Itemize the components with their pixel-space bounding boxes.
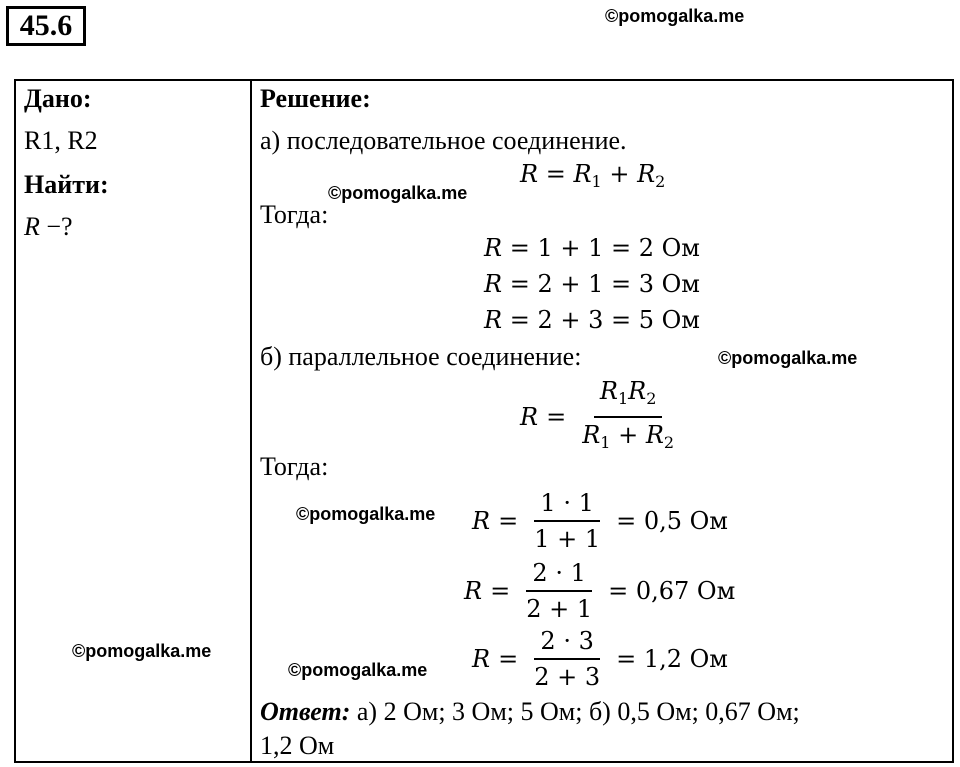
fraction-denominator <box>576 418 680 458</box>
fraction-denominator: 2 + 1 <box>526 595 593 623</box>
answer-label: Ответ: <box>260 697 351 726</box>
fraction-denominator: 2 + 3 <box>534 663 601 691</box>
formula-var: R <box>573 160 592 188</box>
then-label: Тогда: <box>260 200 329 229</box>
fraction <box>576 376 680 458</box>
watermark: ©pomogalka.me <box>328 183 468 203</box>
formula-var: R <box>582 421 601 449</box>
watermark: ©pomogalka.me <box>718 348 858 368</box>
answer <box>260 697 800 727</box>
given-heading: Дано: <box>24 84 92 113</box>
formula-eq: = <box>538 160 574 188</box>
part-a-label: а) последовательное соединение. <box>260 126 627 155</box>
calc-result: = 0,67 Ом <box>608 577 736 605</box>
formula-sub: 1 <box>591 172 602 191</box>
watermark: ©pomogalka.me <box>296 504 436 524</box>
then-label: Тогда: <box>260 452 329 481</box>
fraction <box>520 558 598 624</box>
find-rest: −? <box>39 212 73 241</box>
watermark: ©pomogalka.me <box>288 660 428 680</box>
find-var: R <box>24 212 40 241</box>
formula-var: R <box>628 377 647 405</box>
formula-op: + <box>601 160 638 188</box>
column-divider <box>250 79 252 763</box>
solution-heading: Решение: <box>260 84 371 113</box>
calc-var: R <box>472 507 491 535</box>
formula-sub: 2 <box>663 433 675 452</box>
series-calc <box>484 306 700 334</box>
find-heading: Найти: <box>24 170 109 199</box>
formula-sub: 2 <box>646 389 657 408</box>
fraction-numerator: 2 · 1 <box>526 558 591 592</box>
calc-expr: = 2 + 3 = 5 Ом <box>502 306 700 334</box>
answer-continued: 1,2 Ом <box>260 731 335 760</box>
calc-expr: = 2 + 1 = 3 Ом <box>502 270 700 298</box>
fraction <box>528 626 606 692</box>
calc-var: R <box>472 645 491 673</box>
part-b-label: б) параллельное соединение: <box>260 342 582 371</box>
calc-var: R <box>484 270 503 298</box>
calc-result: = 1,2 Ом <box>616 645 728 673</box>
formula-sub: 1 <box>600 433 611 452</box>
formula-series <box>520 160 665 191</box>
find-value <box>24 212 73 242</box>
formula-var: R <box>520 160 539 188</box>
parallel-calc <box>472 626 728 692</box>
parallel-calc <box>464 558 735 624</box>
series-calc <box>484 270 700 298</box>
formula-var: R <box>637 160 656 188</box>
formula-sub: 1 <box>617 389 629 408</box>
series-calc <box>484 234 700 262</box>
formula-var: R <box>599 377 618 405</box>
formula-op: + <box>610 421 646 449</box>
calc-expr: = 1 + 1 = 2 Ом <box>502 234 700 262</box>
formula-eq: = <box>546 403 567 431</box>
problem-number: 45.6 <box>6 6 86 46</box>
calc-result: = 0,5 Ом <box>616 507 728 535</box>
formula-var: R <box>645 421 664 449</box>
formula-var: R <box>520 403 539 431</box>
given-values: R1, R2 <box>24 126 98 155</box>
calc-var: R <box>484 234 503 262</box>
formula-parallel <box>520 376 690 458</box>
calc-eq: = <box>498 645 519 673</box>
calc-var: R <box>484 306 503 334</box>
calc-eq: = <box>498 507 519 535</box>
calc-var: R <box>464 577 483 605</box>
parallel-calc <box>472 488 728 554</box>
fraction-numerator: 1 · 1 <box>534 488 599 522</box>
fraction-denominator: 1 + 1 <box>534 525 601 553</box>
fraction-numerator <box>594 376 663 418</box>
watermark: ©pomogalka.me <box>605 6 745 26</box>
formula-sub: 2 <box>655 172 666 191</box>
answer-text: а) 2 Ом; 3 Ом; 5 Ом; б) 0,5 Ом; 0,67 Ом; <box>350 697 800 726</box>
fraction-numerator: 2 · 3 <box>534 626 599 660</box>
watermark: ©pomogalka.me <box>72 641 212 661</box>
fraction <box>528 488 606 554</box>
calc-eq: = <box>490 577 511 605</box>
